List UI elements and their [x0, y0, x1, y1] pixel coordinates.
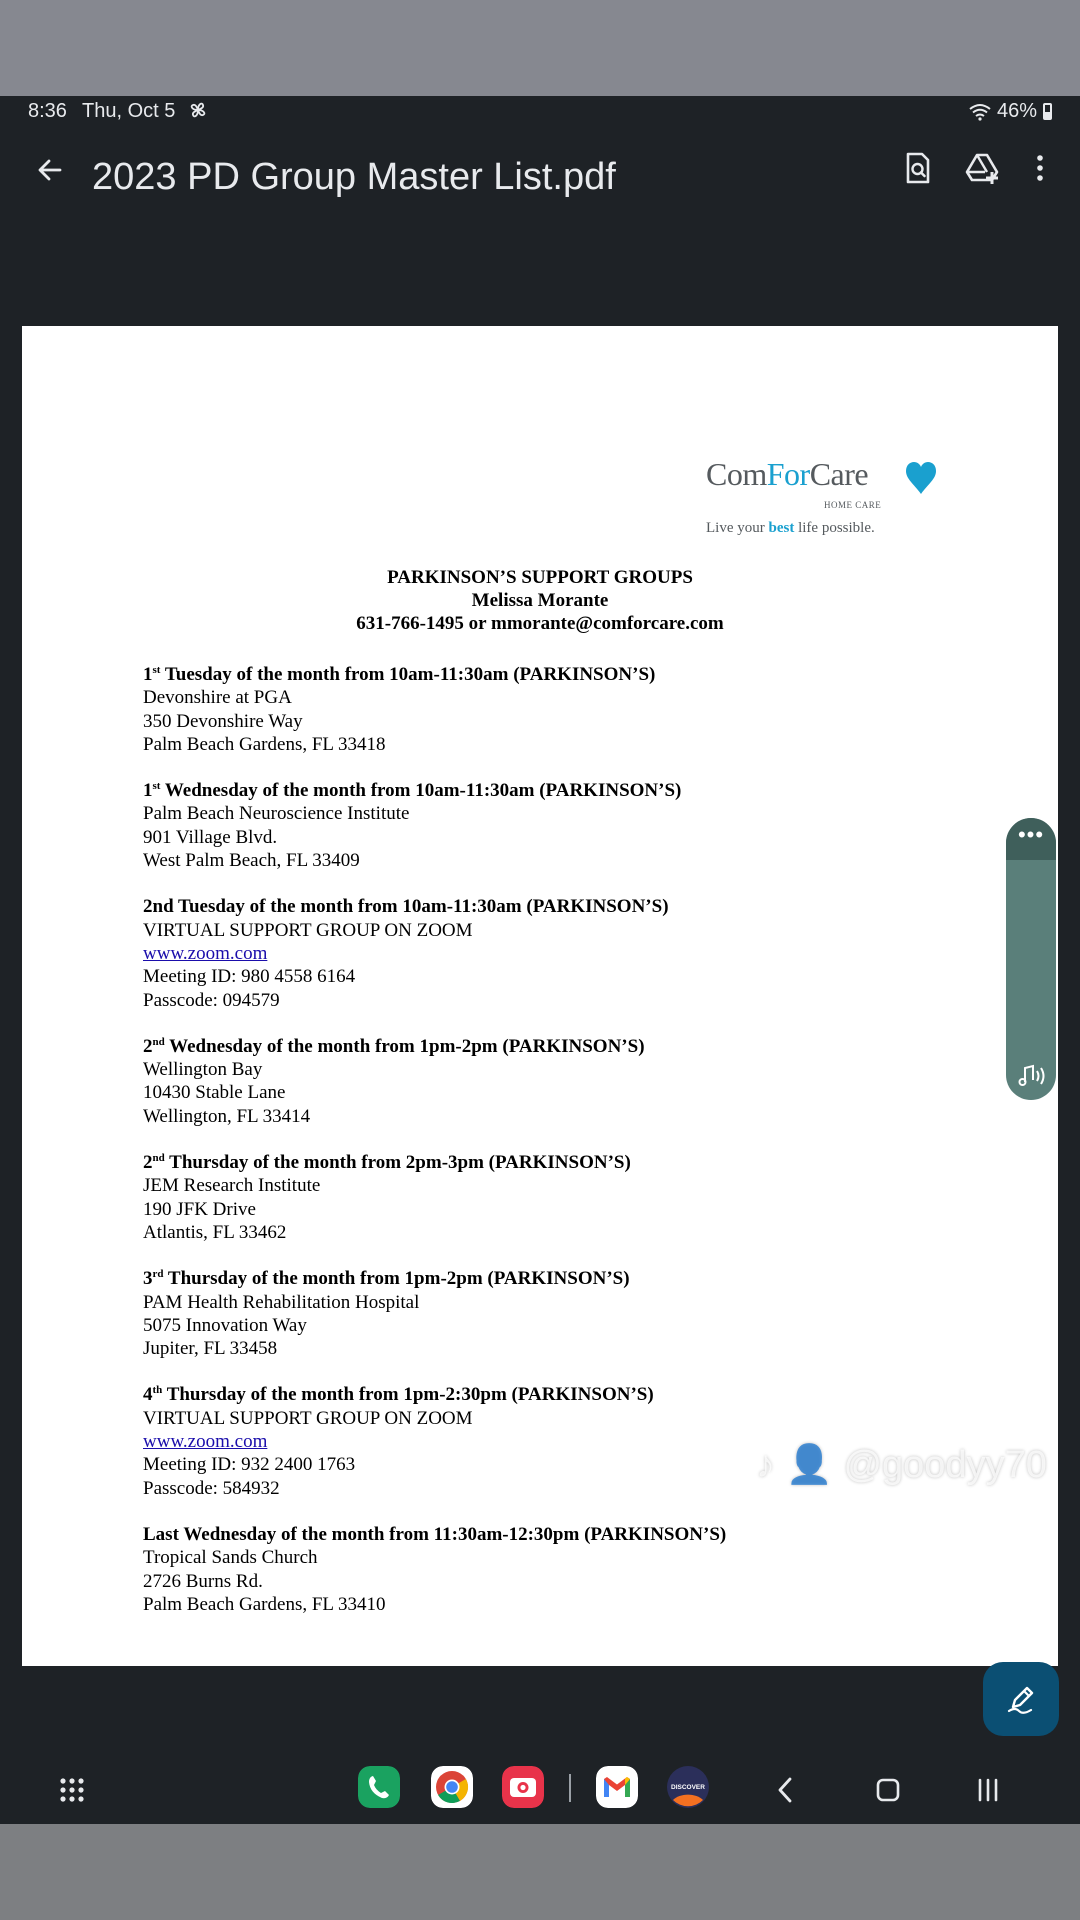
meeting-detail-line: Passcode: 094579 — [143, 989, 280, 1011]
schedule-text: Thursday of the month from 2pm-3pm (PARKINSON’S) — [164, 1152, 631, 1174]
group-detail-line: VIRTUAL SUPPORT GROUP ON ZOOM — [143, 919, 473, 941]
group-schedule-heading — [143, 1383, 1043, 1406]
zoom-link-line — [143, 942, 1043, 965]
group-detail-line: VIRTUAL SUPPORT GROUP ON ZOOM — [143, 1407, 473, 1429]
meeting-detail-line: Meeting ID: 980 4558 6164 — [143, 966, 356, 988]
app-drawer-icon[interactable] — [50, 1768, 94, 1812]
group-detail-line: 190 JFK Drive — [143, 1198, 256, 1220]
support-group-entry — [143, 1151, 1043, 1244]
group-detail-line: 350 Devonshire Way — [143, 710, 303, 732]
top-letterbox — [0, 0, 1080, 96]
phone-app-icon[interactable] — [358, 1766, 400, 1808]
navigation-bar — [0, 1756, 1080, 1824]
discover-label: DISCOVER — [671, 1784, 705, 1791]
battery-icon — [1043, 103, 1052, 120]
schedule-text: Wednesday of the month from 10am-11:30am (PARKINSON’S) — [160, 780, 682, 802]
ordinal-suffix: st — [152, 664, 161, 676]
group-detail-line: Palm Beach Neuroscience Institute — [143, 803, 410, 825]
ordinal-suffix: th — [152, 1384, 163, 1397]
user-icon: 👤 — [785, 1444, 833, 1486]
group-detail-line: West Palm Beach, FL 33409 — [143, 850, 360, 872]
schedule-text: Tuesday of the month from 10am-11:30am (PARKINSON’S) — [173, 896, 669, 918]
top-app-bar — [0, 130, 1080, 240]
group-detail-line: 901 Village Blvd. — [143, 826, 278, 848]
support-group-entry — [143, 1035, 1043, 1128]
group-detail-line: Palm Beach Gardens, FL 33410 — [143, 1593, 386, 1615]
logo-subtitle: HOME CARE — [824, 500, 882, 510]
bottom-letterbox — [0, 1824, 1080, 1920]
schedule-ordinal: 1 — [143, 664, 153, 685]
schedule-ordinal: Last — [143, 1523, 179, 1545]
support-group-entry — [143, 1267, 1043, 1360]
pinwheel-icon — [186, 98, 210, 122]
back-arrow-icon[interactable] — [32, 152, 68, 188]
status-time: 8:36 — [28, 100, 67, 122]
group-schedule-heading — [143, 1035, 1043, 1058]
tiktok-watermark — [756, 1443, 1047, 1487]
status-date: Thu, Oct 5 — [82, 100, 176, 122]
audio-icon[interactable] — [1015, 1062, 1047, 1090]
schedule-text: Wednesday of the month from 1pm-2pm (PARKINSON’S) — [164, 1035, 645, 1057]
group-detail-line: 5075 Innovation Way — [143, 1314, 307, 1336]
gmail-app-icon[interactable] — [596, 1766, 638, 1808]
group-detail-line: 2726 Burns Rd. — [143, 1570, 263, 1592]
group-detail-line: Palm Beach Gardens, FL 33418 — [143, 733, 386, 755]
group-schedule-heading — [143, 1523, 1043, 1546]
schedule-ordinal: 1 — [143, 780, 153, 802]
annotate-button[interactable] — [983, 1662, 1059, 1736]
group-detail-line: JEM Research Institute — [143, 1175, 321, 1197]
discover-app-icon[interactable] — [667, 1766, 709, 1808]
support-group-entry — [143, 663, 1043, 756]
document-title: 2023 PD Group Master List.pdf — [92, 156, 616, 198]
support-group-entry — [143, 779, 1043, 872]
support-group-list — [143, 663, 1043, 1639]
support-group-entry — [143, 895, 1043, 1011]
document-heading: PARKINSON’S SUPPORT GROUPS — [387, 567, 693, 588]
pen-edit-icon — [1005, 1683, 1037, 1715]
nav-recents-icon[interactable] — [966, 1768, 1010, 1812]
group-detail-line: Wellington, FL 33414 — [143, 1105, 311, 1127]
schedule-text: Thursday of the month from 1pm-2:30pm (PARKINSON’S) — [162, 1384, 654, 1406]
schedule-text: Thursday of the month from 1pm-2pm (PARKINSON’S) — [163, 1268, 630, 1290]
group-schedule-heading — [143, 895, 1043, 918]
heart-icon — [904, 460, 938, 496]
dock-divider — [569, 1774, 571, 1802]
group-detail-line: Atlantis, FL 33462 — [143, 1221, 287, 1243]
group-schedule-heading — [143, 1267, 1043, 1290]
group-schedule-heading — [143, 663, 1043, 686]
contact-info: 631-766-1495 or mmorante@comforcare.com — [356, 613, 724, 634]
more-vert-icon[interactable] — [1022, 150, 1058, 186]
search-doc-icon[interactable] — [900, 150, 936, 186]
group-detail-line: Tropical Sands Church — [143, 1547, 318, 1569]
chrome-app-icon[interactable] — [431, 1766, 473, 1808]
status-bar — [0, 96, 1080, 130]
drive-add-icon[interactable] — [964, 150, 1000, 186]
schedule-ordinal: 3 — [143, 1268, 153, 1290]
ordinal-suffix: nd — [152, 1152, 165, 1165]
battery-percent: 46% — [996, 100, 1037, 122]
contact-name: Melissa Morante — [471, 590, 609, 611]
group-detail-line: Devonshire at PGA — [143, 687, 292, 709]
pdf-viewer-app — [0, 96, 1080, 1824]
schedule-ordinal: 2 — [143, 1035, 153, 1057]
group-detail-line: Wellington Bay — [143, 1059, 263, 1081]
nav-back-icon[interactable] — [764, 1768, 808, 1812]
edge-panel-handle[interactable] — [1006, 818, 1056, 1100]
camera-app-icon[interactable] — [502, 1766, 544, 1808]
group-detail-line: PAM Health Rehabilitation Hospital — [143, 1291, 420, 1313]
ordinal-suffix: st — [152, 780, 161, 793]
zoom-link[interactable]: www.zoom.com — [143, 1431, 268, 1453]
tiktok-logo-icon: ♪ — [756, 1444, 775, 1486]
wifi-icon — [969, 103, 991, 121]
ordinal-suffix: nd — [152, 1035, 165, 1048]
group-detail-line: Jupiter, FL 33458 — [143, 1338, 278, 1360]
group-schedule-heading — [143, 1151, 1043, 1174]
status-right — [969, 100, 1052, 123]
watermark-handle: @goodyy70 — [843, 1444, 1047, 1486]
ordinal-suffix: rd — [152, 1268, 164, 1281]
support-group-entry — [143, 1523, 1043, 1616]
schedule-ordinal: 2 — [143, 1152, 153, 1174]
zoom-link[interactable]: www.zoom.com — [143, 942, 268, 964]
meeting-detail-line: Meeting ID: 932 2400 1763 — [143, 1454, 356, 1476]
schedule-text: Tuesday of the month from 10am-11:30am (PARKINSON’S) — [160, 664, 656, 685]
group-detail-line: 10430 Stable Lane — [143, 1082, 286, 1104]
logo-tagline: Live your best life possible. — [706, 520, 875, 536]
meeting-detail-line: Passcode: 584932 — [143, 1477, 280, 1499]
schedule-text: Wednesday of the month from 11:30am-12:30pm (PARKINSON’S) — [178, 1523, 727, 1545]
logo-wordmark: ComForCare — [706, 456, 869, 492]
group-schedule-heading — [143, 779, 1043, 802]
edge-panel-more[interactable]: ••• — [1006, 818, 1056, 860]
schedule-ordinal: 4 — [143, 1384, 153, 1406]
schedule-ordinal: 2nd — [143, 896, 174, 918]
nav-home-icon[interactable] — [866, 1768, 910, 1812]
